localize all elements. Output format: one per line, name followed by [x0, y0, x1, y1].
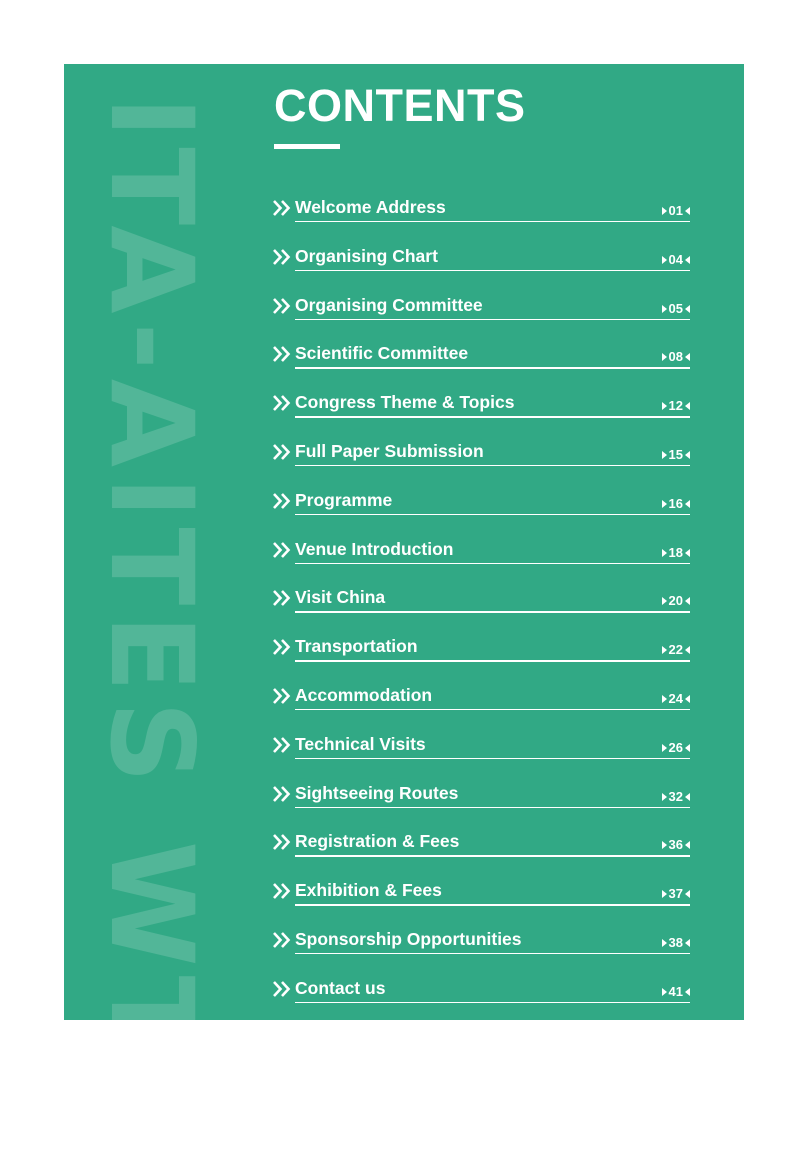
toc-page-marker	[662, 447, 690, 463]
triangle-left-icon	[685, 793, 690, 801]
table-of-contents	[270, 190, 690, 1020]
toc-item[interactable]	[270, 727, 690, 776]
triangle-left-icon	[685, 549, 690, 557]
toc-item-label: Organising Committee	[295, 294, 483, 315]
toc-item-label: Accommodation	[295, 684, 433, 705]
toc-item[interactable]	[270, 336, 690, 385]
toc-item[interactable]	[270, 873, 690, 922]
toc-item-divider	[295, 611, 690, 612]
triangle-left-icon	[685, 305, 690, 313]
double-chevron-right-icon	[272, 248, 292, 266]
toc-item-label: Congress Theme & Topics	[295, 392, 515, 413]
double-chevron-right-icon	[272, 980, 292, 998]
double-chevron-right-icon	[272, 687, 292, 705]
toc-item-divider	[295, 1002, 690, 1003]
toc-item-label: Full Paper Submission	[295, 440, 484, 461]
double-chevron-right-icon	[272, 443, 292, 461]
toc-item-label: Exhibition & Fees	[295, 880, 442, 901]
toc-item[interactable]	[270, 580, 690, 629]
double-chevron-right-icon	[272, 931, 292, 949]
triangle-left-icon	[685, 451, 690, 459]
toc-item-label: Sightseeing Routes	[295, 782, 459, 803]
toc-item-divider	[295, 953, 690, 954]
toc-item-divider	[295, 563, 690, 564]
double-chevron-right-icon	[272, 833, 292, 851]
triangle-right-icon	[662, 207, 667, 215]
triangle-left-icon	[685, 744, 690, 752]
triangle-right-icon	[662, 646, 667, 654]
toc-item[interactable]	[270, 922, 690, 971]
triangle-left-icon	[685, 939, 690, 947]
toc-page-number: 12	[668, 398, 683, 414]
toc-page-number: 32	[668, 788, 683, 804]
toc-item-divider	[295, 660, 690, 661]
toc-page-number: 04	[668, 251, 683, 267]
title-underline	[274, 144, 340, 149]
toc-page-marker	[662, 203, 690, 219]
triangle-left-icon	[685, 207, 690, 215]
triangle-right-icon	[662, 402, 667, 410]
toc-page-number: 18	[668, 544, 683, 560]
toc-item[interactable]	[270, 971, 690, 1020]
toc-page-number: 20	[668, 593, 683, 609]
toc-item-label: Transportation	[295, 636, 418, 657]
toc-item-divider	[295, 855, 690, 856]
toc-page-marker	[662, 984, 690, 1000]
toc-page-marker	[662, 252, 690, 268]
double-chevron-right-icon	[272, 589, 292, 607]
toc-page-number: 38	[668, 934, 683, 950]
triangle-left-icon	[685, 402, 690, 410]
toc-item[interactable]	[270, 678, 690, 727]
double-chevron-right-icon	[272, 199, 292, 217]
toc-page-number: 08	[668, 349, 683, 365]
triangle-left-icon	[685, 890, 690, 898]
triangle-right-icon	[662, 256, 667, 264]
toc-item[interactable]	[270, 532, 690, 581]
triangle-right-icon	[662, 451, 667, 459]
triangle-right-icon	[662, 793, 667, 801]
toc-item[interactable]	[270, 239, 690, 288]
toc-item-label: Programme	[295, 489, 393, 510]
toc-item-label: Welcome Address	[295, 197, 446, 217]
double-chevron-right-icon	[272, 638, 292, 656]
triangle-left-icon	[685, 500, 690, 508]
toc-item-divider	[295, 319, 690, 320]
toc-item-divider	[295, 367, 690, 368]
toc-item[interactable]	[270, 629, 690, 678]
double-chevron-right-icon	[272, 297, 292, 315]
double-chevron-right-icon	[272, 541, 292, 559]
toc-item[interactable]	[270, 434, 690, 483]
toc-page-marker	[662, 545, 690, 561]
triangle-left-icon	[685, 646, 690, 654]
toc-page-marker	[662, 496, 690, 512]
toc-page-marker	[662, 593, 690, 609]
toc-page-number: 41	[668, 983, 683, 999]
toc-item-divider	[295, 416, 690, 417]
double-chevron-right-icon	[272, 394, 292, 412]
toc-item-label: Visit China	[295, 587, 386, 608]
triangle-left-icon	[685, 597, 690, 605]
watermark	[85, 96, 218, 1155]
toc-page-marker	[662, 789, 690, 805]
watermark-text: ITA-AITES WTC	[85, 96, 218, 1155]
toc-item-label: Scientific Committee	[295, 343, 469, 364]
toc-item[interactable]	[270, 385, 690, 434]
toc-page-marker	[662, 398, 690, 414]
toc-page-marker	[662, 301, 690, 317]
triangle-right-icon	[662, 353, 667, 361]
triangle-left-icon	[685, 256, 690, 264]
double-chevron-right-icon	[272, 492, 292, 510]
triangle-left-icon	[685, 695, 690, 703]
toc-page-number: 16	[668, 495, 683, 511]
triangle-right-icon	[662, 549, 667, 557]
toc-page-marker	[662, 349, 690, 365]
toc-item-divider	[295, 221, 690, 222]
toc-page-marker	[662, 691, 690, 707]
toc-item-divider	[295, 807, 690, 808]
toc-page-number: 26	[668, 739, 683, 755]
toc-item[interactable]	[270, 776, 690, 825]
toc-page-number: 01	[668, 203, 683, 218]
toc-item-divider	[295, 465, 690, 466]
triangle-right-icon	[662, 988, 667, 996]
toc-page-number: 22	[668, 642, 683, 658]
toc-page-number: 37	[668, 886, 683, 902]
triangle-right-icon	[662, 305, 667, 313]
toc-item-label: Registration & Fees	[295, 831, 460, 852]
double-chevron-right-icon	[272, 736, 292, 754]
toc-page-number: 05	[668, 300, 683, 316]
double-chevron-right-icon	[272, 345, 292, 363]
toc-item[interactable]	[270, 483, 690, 532]
triangle-right-icon	[662, 500, 667, 508]
toc-item-divider	[295, 758, 690, 759]
toc-page-marker	[662, 886, 690, 902]
toc-page-marker	[662, 642, 690, 658]
page-title: CONTENTS	[274, 80, 526, 131]
toc-item-label: Technical Visits	[295, 733, 426, 754]
triangle-right-icon	[662, 841, 667, 849]
toc-page-number: 36	[668, 837, 683, 853]
toc-item-divider	[295, 270, 690, 271]
toc-item-divider	[295, 709, 690, 710]
triangle-right-icon	[662, 695, 667, 703]
toc-item-label: Contact us	[295, 977, 386, 998]
contents-panel	[64, 64, 744, 1155]
triangle-left-icon	[685, 841, 690, 849]
toc-page-number: 24	[668, 690, 683, 706]
toc-item-label: Organising Chart	[295, 245, 438, 266]
toc-item-divider	[295, 514, 690, 515]
triangle-right-icon	[662, 939, 667, 947]
triangle-left-icon	[685, 988, 690, 996]
toc-item-label: Sponsorship Opportunities	[295, 928, 522, 949]
toc-page-marker	[662, 837, 690, 853]
toc-item[interactable]	[270, 190, 690, 239]
toc-item-label: Venue Introduction	[295, 538, 454, 559]
toc-page-marker	[662, 935, 690, 951]
toc-page-number: 15	[668, 446, 683, 462]
toc-page-marker	[662, 740, 690, 756]
triangle-right-icon	[662, 597, 667, 605]
triangle-right-icon	[662, 890, 667, 898]
double-chevron-right-icon	[272, 882, 292, 900]
toc-item[interactable]	[270, 824, 690, 873]
toc-item-divider	[295, 904, 690, 905]
triangle-left-icon	[685, 353, 690, 361]
toc-item[interactable]	[270, 288, 690, 337]
double-chevron-right-icon	[272, 785, 292, 803]
triangle-right-icon	[662, 744, 667, 752]
